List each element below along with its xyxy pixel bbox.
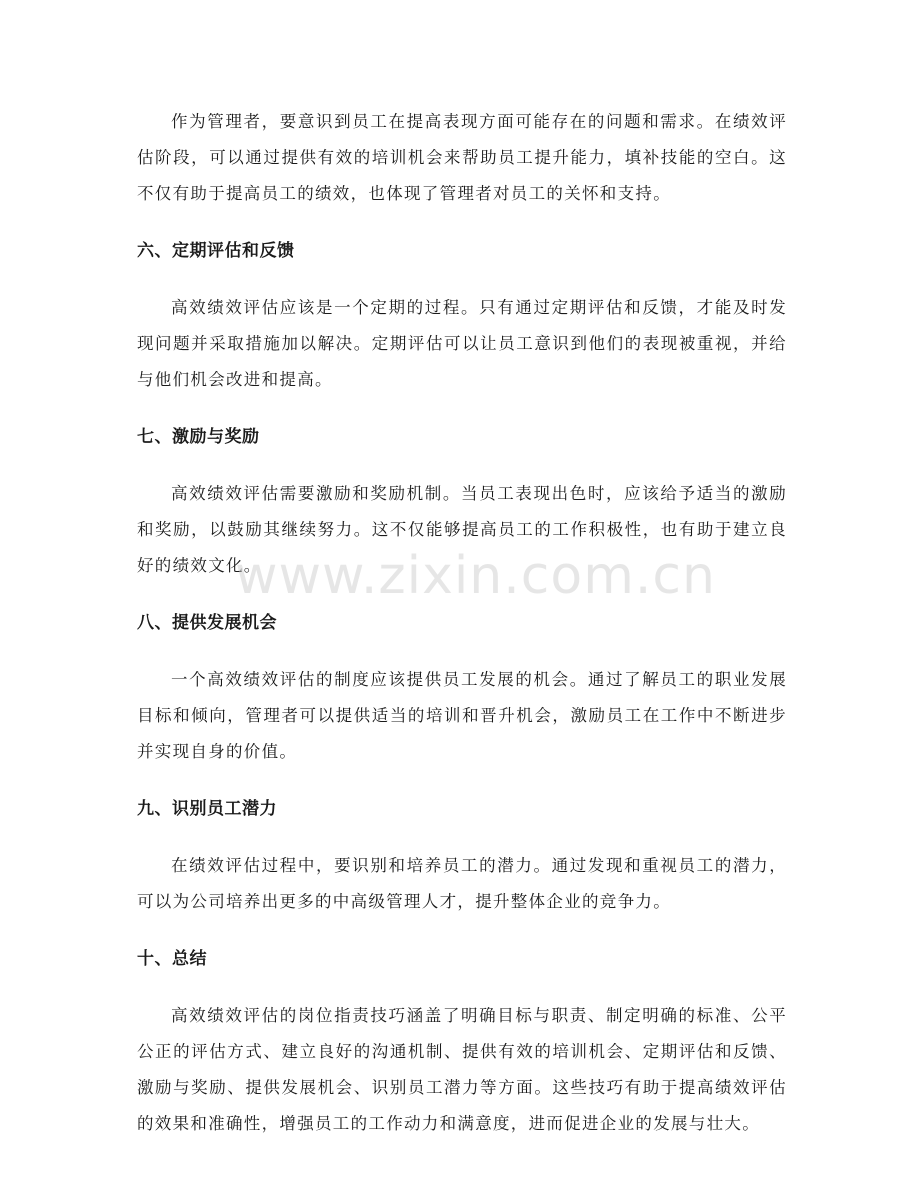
paragraph-identify-potential: 在绩效评估过程中，要识别和培养员工的潜力。通过发现和重视员工的潜力，可以为公司培养出更多的中高级管理人才，提升整体企业的竞争力。 bbox=[137, 856, 787, 911]
paragraph-regular-evaluation: 高效绩效评估应该是一个定期的过程。只有通过定期评估和反馈，才能及时发现问题并采取措施加以解决。定期评估可以让员工意识到他们的表现被重视，并给与他们机会改进和提高。 bbox=[137, 298, 787, 389]
paragraph-incentives-rewards: 高效绩效评估需要激励和奖励机制。当员工表现出色时，应该给予适当的激励和奖励，以鼓励其继续努力。这不仅能够提高员工的工作积极性，也有助于建立良好的绩效文化。 bbox=[137, 484, 787, 575]
paragraph-summary: 高效绩效评估的岗位指责技巧涵盖了明确目标与职责、制定明确的标准、公平公正的评估方式、建立良好的沟通机制、提供有效的培训机会、定期评估和反馈、激励与奖励、提供发展机会、识别员工潜力等方面。这些技巧有助于提高绩效评估的效果和准确性，增强员工的工作动力和满意度，进而促进企业的发展与壮大。 bbox=[137, 1006, 787, 1133]
heading-regular-evaluation: 六、定期评估和反馈 bbox=[137, 241, 295, 261]
document-body bbox=[137, 104, 787, 1142]
paragraph-development-opportunities: 一个高效绩效评估的制度应该提供员工发展的机会。通过了解员工的职业发展目标和倾向，管理者可以提供适当的培训和晋升机会，激励员工在工作中不断进步并实现自身的价值。 bbox=[137, 670, 787, 761]
heading-summary: 十、总结 bbox=[137, 949, 207, 969]
paragraph-training-support: 作为管理者，要意识到员工在提高表现方面可能存在的问题和需求。在绩效评估阶段，可以通过提供有效的培训机会来帮助员工提升能力，填补技能的空白。这不仅有助于提高员工的绩效，也体现了管理者对员工的关怀和支持。 bbox=[137, 112, 787, 203]
heading-incentives-rewards: 七、激励与奖励 bbox=[137, 427, 260, 447]
heading-development-opportunities: 八、提供发展机会 bbox=[137, 613, 277, 633]
watermark: www.zixin.com.cn bbox=[235, 546, 716, 606]
heading-identify-potential: 九、识别员工潜力 bbox=[137, 799, 277, 819]
